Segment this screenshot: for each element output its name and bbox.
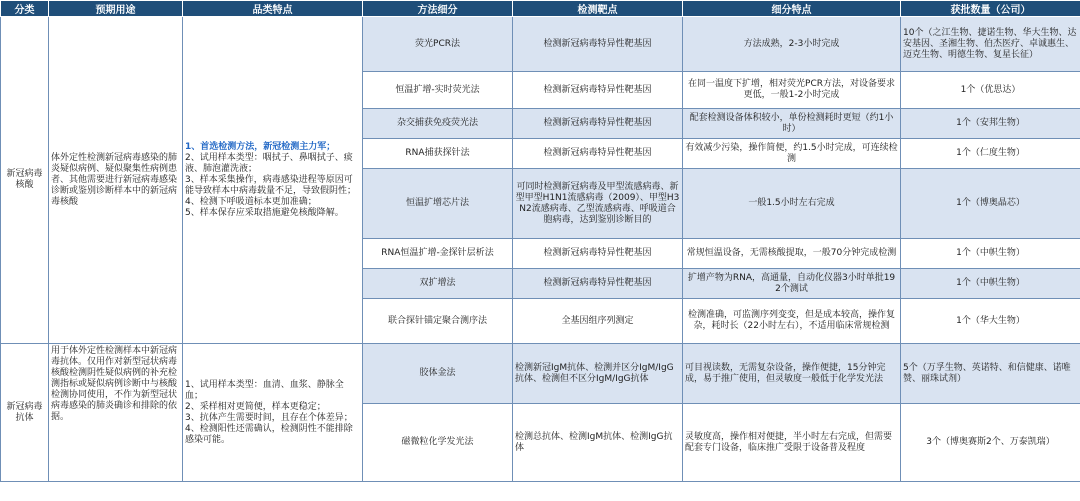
header-method: 方法细分 <box>363 1 513 17</box>
approved-cell: 10个（之江生物、捷诺生物、华大生物、达安基因、圣湘生物、伯杰医疗、卓诚惠生、迈克生物、明德生物、复星长征） <box>901 17 1080 72</box>
method-feature-cell: 配套检测设备体积较小，单份检测耗时更短（约1小时） <box>683 109 901 139</box>
target-cell: 检测新冠病毒特异性靶基因 <box>513 17 683 72</box>
method-feature-cell: 常规恒温设备，无需核酸提取，一般70分钟完成检测 <box>683 239 901 269</box>
method-feature-cell: 有效减少污染，操作简便，约1.5小时完成，可连续检测 <box>683 139 901 169</box>
feature-item: 4、检测下呼吸道标本更加准确； <box>185 196 317 207</box>
features-cell <box>183 17 363 344</box>
method-cell: 磁微粒化学发光法 <box>363 404 513 482</box>
approved-cell: 5个（万孚生物、英诺特、和信健康、诺唯赞、丽珠试剂） <box>901 344 1080 404</box>
category-cell: 新冠病毒抗体 <box>1 344 49 482</box>
header-purpose: 预期用途 <box>49 1 183 17</box>
method-cell: 胶体金法 <box>363 344 513 404</box>
target-cell: 检测新冠病毒特异性靶基因 <box>513 269 683 299</box>
feature-highlight: 1、首选检测方法，新冠检测主力军； <box>185 141 336 152</box>
feature-item: 3、样本采集操作，病毒感染进程等原因可能导致样本中病毒载量不足，导致假阴性； <box>185 174 357 196</box>
method-feature-cell: 可目视读数，无需复杂设备，操作便捷，15分钟完成，易于推广使用，但灵敏度一般低于化学发光法 <box>683 344 901 404</box>
target-cell: 检测新冠病毒特异性靶基因 <box>513 239 683 269</box>
approved-cell: 1个（仁度生物） <box>901 139 1080 169</box>
approved-cell: 1个（博奥晶芯） <box>901 169 1080 239</box>
category-cell: 新冠病毒核酸 <box>1 17 49 344</box>
method-cell: 恒温扩增芯片法 <box>363 169 513 239</box>
approved-cell: 1个（中帜生物） <box>901 269 1080 299</box>
method-cell: 恒温扩增-实时荧光法 <box>363 72 513 109</box>
method-feature-cell: 灵敏度高，操作相对便捷，半小时左右完成，但需要配套专门设备，临床推广受限于设备普及程度 <box>683 404 901 482</box>
approved-cell: 1个（安邦生物） <box>901 109 1080 139</box>
target-cell: 检测新冠IgM抗体、检测并区分IgM/IgG抗体、检测但不区分IgM/IgG抗体 <box>513 344 683 404</box>
method-cell: 联合探针锚定聚合测序法 <box>363 299 513 344</box>
feature-item: 1、试用样本类型：血清、血浆、静脉全血； <box>185 379 344 401</box>
method-cell: 双扩增法 <box>363 269 513 299</box>
feature-item: 5、样本保存应采取措施避免核酸降解。 <box>185 207 344 218</box>
method-cell: RNA捕获探针法 <box>363 139 513 169</box>
method-cell: 荧光PCR法 <box>363 17 513 72</box>
header-approved: 获批数量（公司） <box>901 1 1080 17</box>
header-target: 检测靶点 <box>513 1 683 17</box>
approved-cell: 1个（华大生物） <box>901 299 1080 344</box>
feature-item: 4、检测阳性还需确认，检测阴性不能排除感染可能。 <box>185 423 353 445</box>
feature-item: 2、采样相对更简便，样本更稳定； <box>185 401 326 412</box>
method-cell: 杂交捕获免疫荧光法 <box>363 109 513 139</box>
method-feature-cell: 在同一温度下扩增，相对荧光PCR方法，对设备要求更低，一般1-2小时完成 <box>683 72 901 109</box>
purpose-cell: 用于体外定性检测样本中新冠病毒抗体。仅用作对新型冠状病毒核酸检测阴性疑似病例的补充检测指标或疑似病例诊断中与核酸检测协同使用，不作为新型冠状病毒感染的肺炎确诊和排除的依据。 <box>49 344 183 482</box>
target-cell: 可同时检测新冠病毒及甲型流感病毒、新型甲型H1N1流感病毒（2009）、甲型H3N2流感病毒、乙型流感病毒、呼吸道合胞病毒，达到鉴别诊断目的 <box>513 169 683 239</box>
method-feature-cell: 检测准确，可监测序列变变，但是成本较高，操作复杂，耗时长（22小时左右），不适用临床常规检测 <box>683 299 901 344</box>
table-row <box>1 344 1080 404</box>
features-cell <box>183 344 363 482</box>
header-features: 品类特点 <box>183 1 363 17</box>
purpose-cell: 体外定性检测新冠病毒感染的肺炎疑似病例、疑似聚集性病例患者、其他需要进行新冠病毒感染诊断或鉴别诊断样本中的新冠病毒核酸 <box>49 17 183 344</box>
method-feature-cell: 方法成熟，2-3小时完成 <box>683 17 901 72</box>
method-feature-cell: 一般1.5小时左右完成 <box>683 169 901 239</box>
header-category: 分类 <box>1 1 49 17</box>
header-method-features: 细分特点 <box>683 1 901 17</box>
feature-item: 2、试用样本类型：咽拭子、鼻咽拭子、痰液、肺泡灌洗液； <box>185 152 353 174</box>
target-cell: 检测总抗体、检测IgM抗体、检测IgG抗体 <box>513 404 683 482</box>
method-cell: RNA恒温扩增-金探针层析法 <box>363 239 513 269</box>
method-feature-cell: 扩增产物为RNA，高通量，自动化仪器3小时单批192个测试 <box>683 269 901 299</box>
target-cell: 检测新冠病毒特异性靶基因 <box>513 109 683 139</box>
approved-cell: 1个（中帜生物） <box>901 239 1080 269</box>
approved-cell: 3个（博奥赛斯2个、万泰凯瑞） <box>901 404 1080 482</box>
header-row <box>1 1 1080 17</box>
target-cell: 全基因组序列测定 <box>513 299 683 344</box>
feature-item: 3、抗体产生需要时间，且存在个体差异； <box>185 412 353 423</box>
target-cell: 检测新冠病毒特异性靶基因 <box>513 139 683 169</box>
approved-cell: 1个（优思达） <box>901 72 1080 109</box>
table-row <box>1 17 1080 72</box>
target-cell: 检测新冠病毒特异性靶基因 <box>513 72 683 109</box>
